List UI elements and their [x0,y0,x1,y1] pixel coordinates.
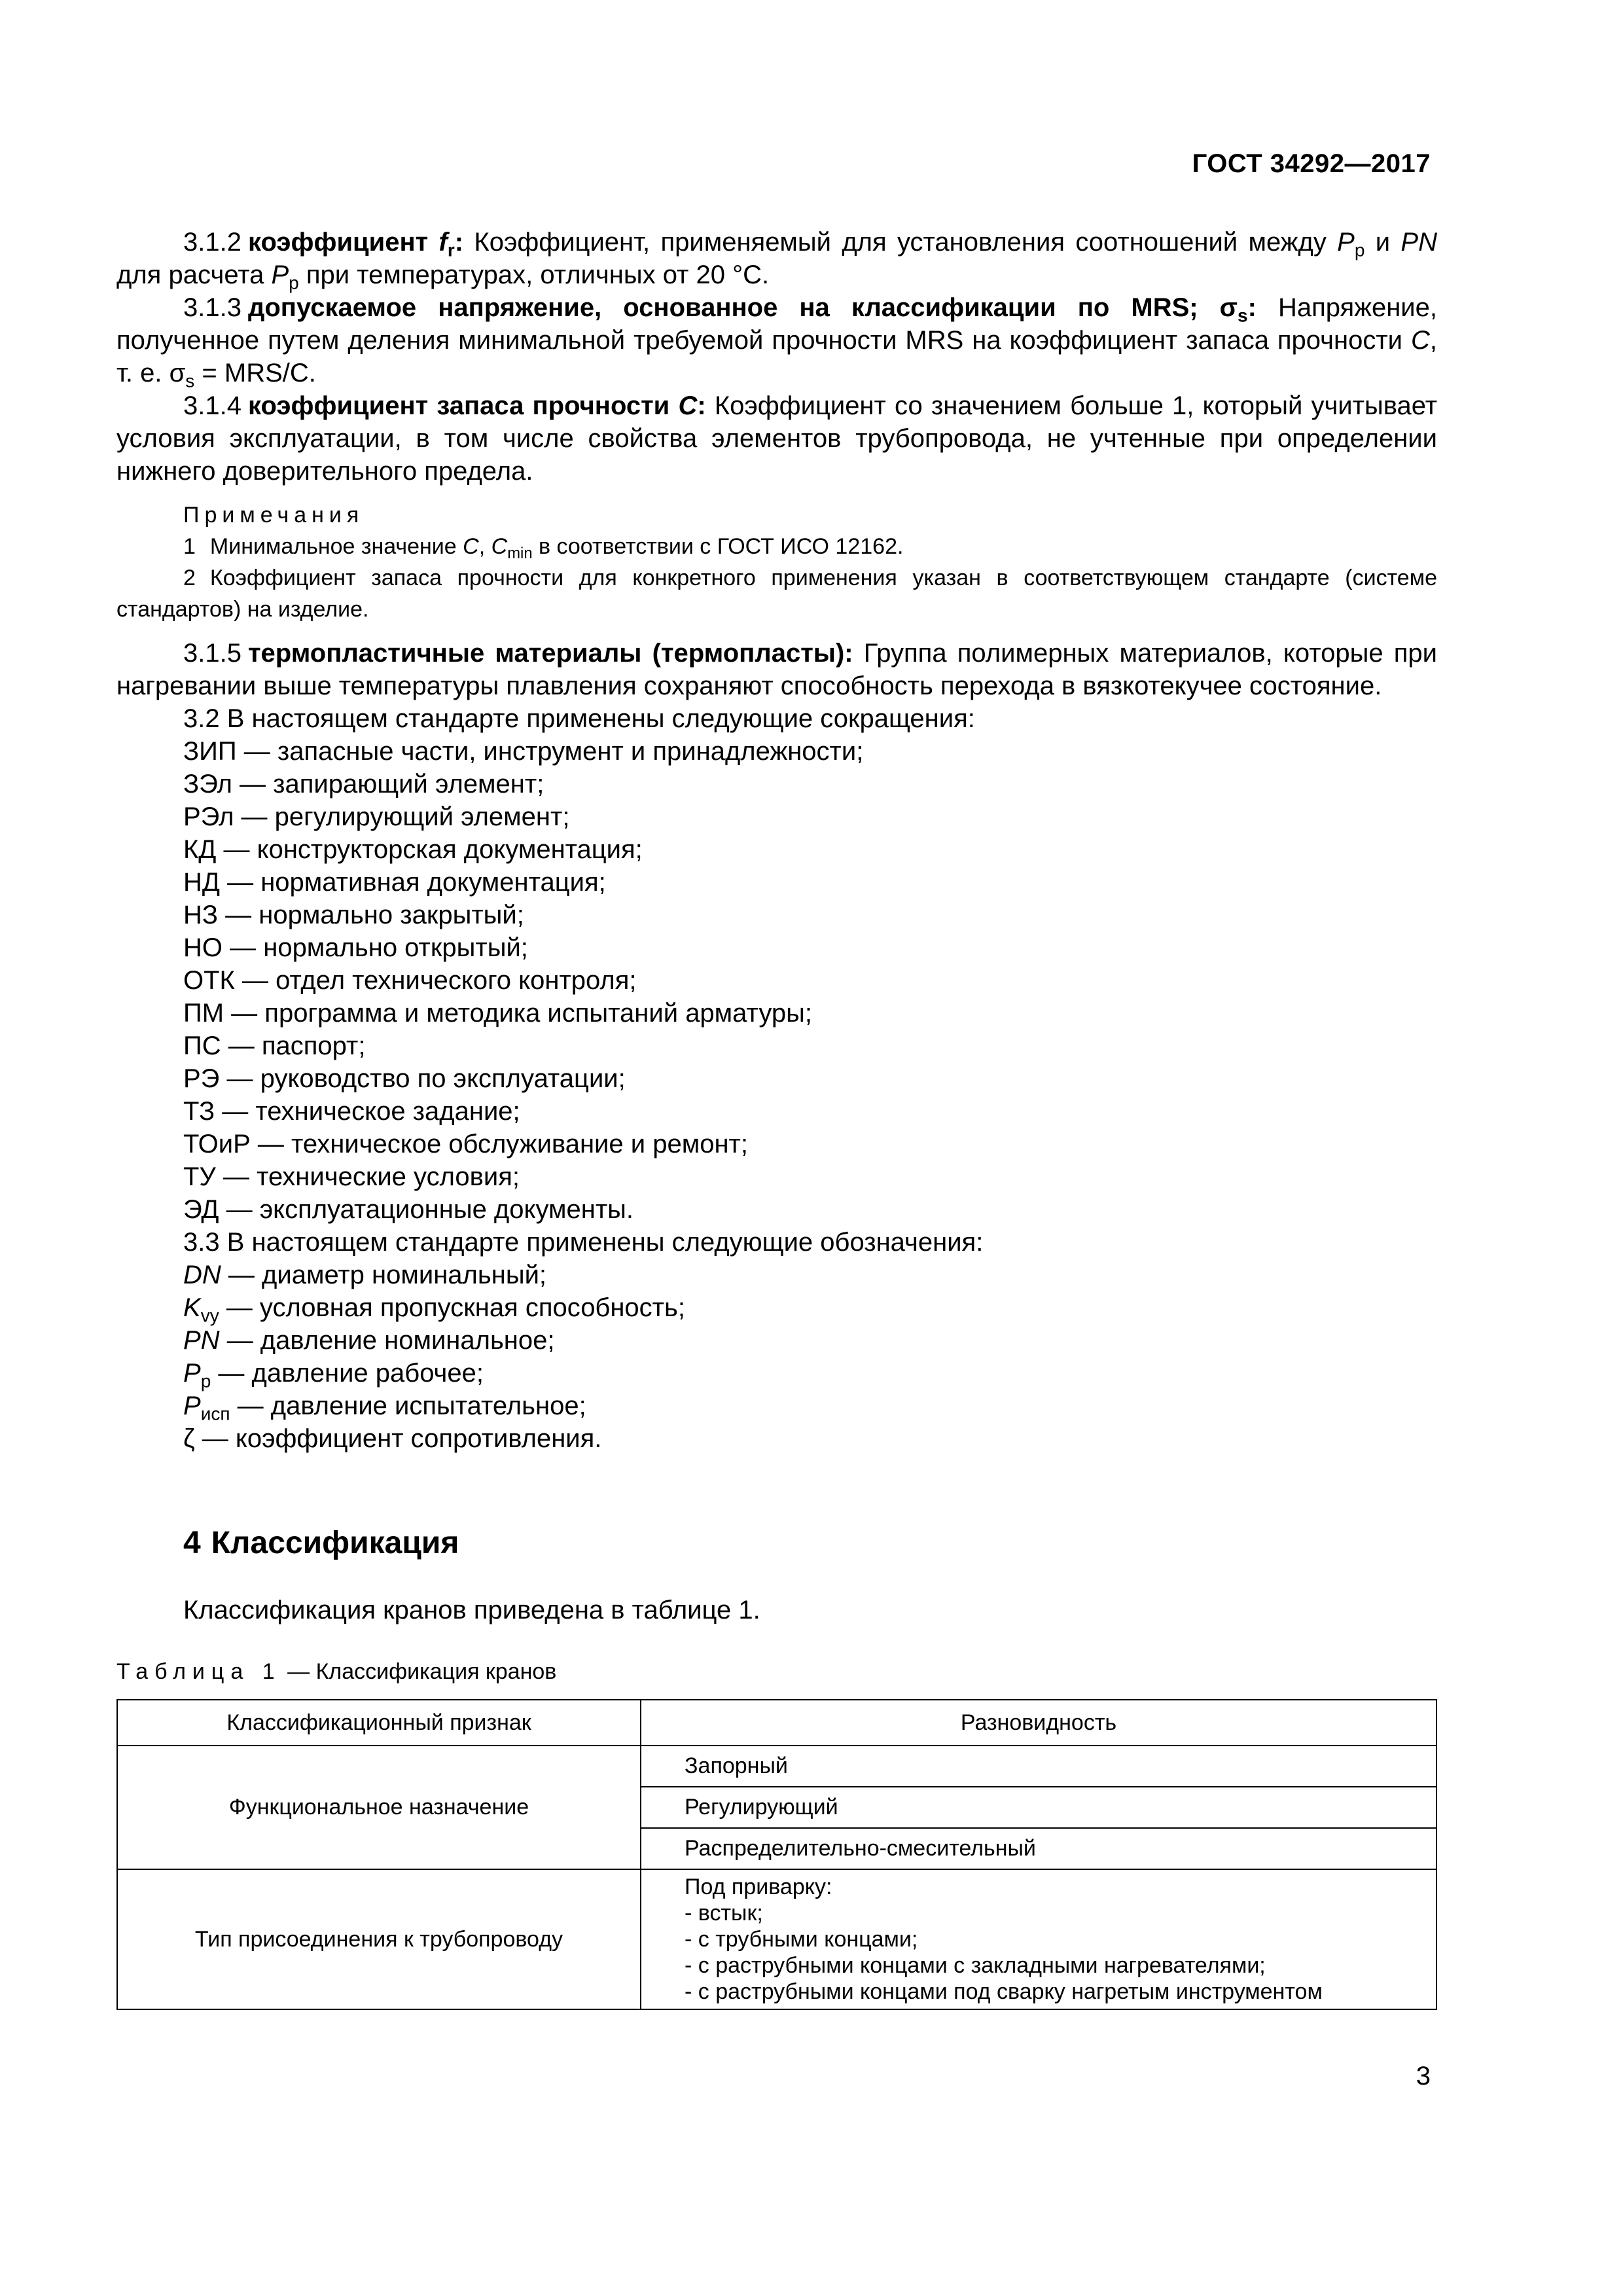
connection-type-line: - с раструбными концами с закладными нагревателями; [685,1953,1266,1978]
definition-3-1-5: 3.1.5 термопластичные материалы (термопласты): Группа полимерных материалов, которые при нагревании выше температуры плавления сохраняют способность перехода в вязкотекучее состояние. [116,639,1437,700]
definition-3-1-3: 3.1.3 допускаемое напряжение, основанное на классификации по MRS; $\sigma_s$: Напряжение, полученное путем деления минимальной требуемой прочности MRS на коэффициент запаса прочности C, т. е. $\sigma_s = MRS/C$. [116,293,1437,391]
table-cell-variety: Регулирующий [641,1787,1436,1828]
classification-table [116,1699,1437,2010]
abbreviation-item: РЭл — регулирующий элемент; [183,802,570,831]
symbol-item: DN — диаметр номинальный; [183,1261,547,1289]
abbreviation-item: ТУ — технические условия; [183,1162,520,1191]
page-number: 3 [1416,2062,1431,2090]
abbreviation-item: ТЗ — техническое задание; [183,1097,520,1126]
abbreviation-item: ЗИП — запасные части, инструмент и принадлежности; [183,737,864,766]
notes-block [116,499,1437,625]
abbreviation-item: ПМ — программа и методика испытаний арматуры; [183,999,812,1028]
standard-header: ГОСТ 34292—2017 [1192,149,1431,178]
notes-title: Примечания [183,503,365,528]
symbol-item: ζ — коэффициент сопротивления. [183,1424,602,1453]
table-cell-variety: Запорный [641,1746,1436,1787]
connection-type-line: - с трубными концами; [685,1927,918,1952]
section-intro-text: Классификация кранов приведена в таблице 1. [183,1596,760,1624]
definition-3-1-4: 3.1.4 коэффициент запаса прочности C: Коэффициент со значением больше 1, который учитывает условия эксплуатации, в том числе свойства элементов трубопровода, не учтенные при определении нижнего доверительного предела. [116,391,1438,486]
table-caption: Таблица 1 — Классификация кранов [116,1659,557,1684]
symbol-item: PN — давление номинальное; [183,1326,555,1355]
symbols-intro: 3.3 В настоящем стандарте применены следующие обозначения: [183,1228,984,1257]
abbreviation-item: ЭД — эксплуатационные документы. [183,1195,634,1224]
abbreviation-item: ОТК — отдел технического контроля; [183,966,637,995]
table-header-variety: Разновидность [641,1700,1436,1746]
note-2: 2 Коэффициент запаса прочности для конкретного применения указан в соответствующем стандарте (системе стандартов) на изделие. [116,565,1437,622]
symbol-item: $K_{vy}$ — условная пропускная способность; [183,1293,685,1326]
connection-type-line: - с раструбными концами под сварку нагретым инструментом [685,1979,1323,2004]
abbreviation-item: КД — конструкторская документация; [183,835,643,864]
symbol-item: $P_p$ — давление рабочее; [183,1359,484,1391]
connection-type-line: Под приварку: [685,1874,832,1899]
note-1: 1 Минимальное значение C, $C_{min}$ в соответствии с ГОСТ ИСО 12162. [183,534,904,563]
abbreviations-intro: 3.2 В настоящем стандарте применены следующие сокращения: [183,704,975,733]
abbreviation-item: ТОиР — техническое обслуживание и ремонт; [183,1130,748,1158]
abbreviation-item: ЗЭл — запирающий элемент; [183,770,544,798]
table-header-feature: Классификационный признак [117,1700,641,1746]
table-cell-feature: Тип присоединения к трубопроводу [117,1869,641,2009]
definition-3-1-2: 3.1.2 коэффициент $f_r$: Коэффициент, применяемый для установления соотношений между $P_p$ и PN для расчета $P_p$ при температурах, отличных от 20 °С. [116,228,1437,293]
symbol-item: $P_{исп}$ — давление испытательное; [183,1391,586,1424]
table-row [117,1746,1436,1787]
table-header-row [117,1700,1436,1746]
table-cell-variety-list [641,1869,1436,2009]
section-heading: 4 Классификация [183,1526,459,1560]
definitions-block [116,226,1437,1455]
symbols-list [116,1259,1437,1455]
abbreviation-item: НЗ — нормально закрытый; [183,901,524,929]
abbreviation-item: РЭ — руководство по эксплуатации; [183,1064,626,1093]
table-cell-feature: Функциональное назначение [117,1746,641,1869]
abbreviation-item: НД — нормативная документация; [183,868,606,897]
abbreviation-item: НО — нормально открытый; [183,933,528,962]
abbreviation-item: ПС — паспорт; [183,1031,366,1060]
abbreviations-list [116,735,1437,1226]
table-cell-variety: Распределительно-смесительный [641,1828,1436,1869]
connection-type-line: - встык; [685,1901,763,1926]
table-row [117,1869,1436,2009]
